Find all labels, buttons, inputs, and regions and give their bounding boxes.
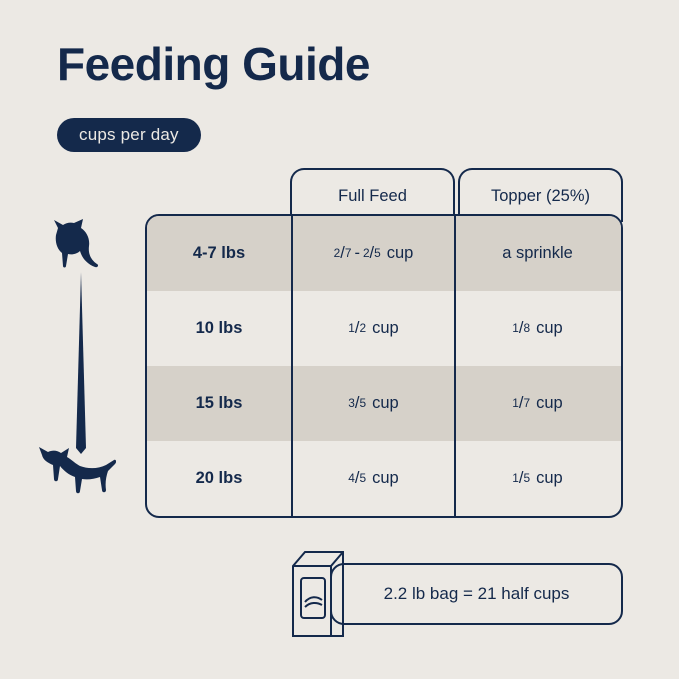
fraction: 1 / 5 <box>512 469 531 487</box>
table-row <box>147 441 621 516</box>
fraction: 1 / 2 <box>348 319 367 337</box>
cups-per-day-badge <box>57 118 201 152</box>
cell-weight: 20 lbs <box>195 469 243 487</box>
cups-per-day-label: cups per day <box>79 125 179 144</box>
fraction-numerator: 2 <box>362 245 370 260</box>
range-dash: - <box>354 244 360 262</box>
unit-label: cup <box>372 469 399 487</box>
cell-full-feed <box>291 216 456 291</box>
fraction-numerator: 1 <box>512 320 519 335</box>
fraction-denominator: 7 <box>523 395 531 410</box>
fraction: 2 / 7 <box>333 244 352 262</box>
fraction: 1 / 8 <box>512 319 531 337</box>
fraction-denominator: 7 <box>344 245 352 260</box>
fraction-denominator: 8 <box>523 320 531 335</box>
fraction-numerator: 4 <box>348 470 355 485</box>
fraction: 4 / 5 <box>348 469 367 487</box>
fraction: 2 / 5 <box>362 244 381 262</box>
cell-full-feed <box>291 441 456 516</box>
table-row <box>147 216 621 291</box>
cell-topper: a sprinkle <box>502 244 573 262</box>
fraction: 3 / 5 <box>348 394 367 412</box>
unit-label: cup <box>536 469 563 487</box>
page-title: Feeding Guide <box>57 38 370 90</box>
food-bag-icon <box>283 544 355 640</box>
fraction-denominator: 5 <box>374 245 381 260</box>
cell-topper <box>456 366 619 441</box>
cell-weight: 10 lbs <box>195 319 243 337</box>
fraction-numerator: 3 <box>348 395 355 410</box>
unit-label: cup <box>372 319 399 337</box>
table-row <box>147 291 621 366</box>
fraction: 1 / 7 <box>512 394 531 412</box>
cell-full-feed <box>291 291 456 366</box>
feeding-table <box>145 214 623 518</box>
fraction-denominator: 5 <box>359 395 367 410</box>
fraction-numerator: 2 <box>333 245 341 260</box>
ruler-icon <box>74 272 88 454</box>
unit-label: cup <box>372 394 399 412</box>
table-row <box>147 366 621 441</box>
unit-label: cup <box>536 319 563 337</box>
cell-topper <box>456 291 619 366</box>
cell-full-feed <box>291 366 456 441</box>
cell-weight: 15 lbs <box>195 394 243 412</box>
unit-label: cup <box>386 244 414 262</box>
fraction-numerator: 1 <box>348 320 355 335</box>
fraction-numerator: 1 <box>512 470 519 485</box>
fraction-denominator: 5 <box>523 470 531 485</box>
cell-weight: 4-7 lbs <box>192 244 246 262</box>
fraction-denominator: 5 <box>359 470 367 485</box>
fraction-numerator: 1 <box>512 395 519 410</box>
column-header-topper: Topper (25%) <box>458 168 623 222</box>
cell-topper <box>456 441 619 516</box>
unit-label: cup <box>536 394 563 412</box>
bag-note-box <box>330 563 623 625</box>
fraction-denominator: 2 <box>359 320 367 335</box>
column-header-full-feed: Full Feed <box>290 168 455 222</box>
cat-sitting-icon <box>46 218 104 274</box>
bag-note-label: 2.2 lb bag = 21 half cups <box>383 584 570 603</box>
cat-walking-icon <box>36 447 116 501</box>
